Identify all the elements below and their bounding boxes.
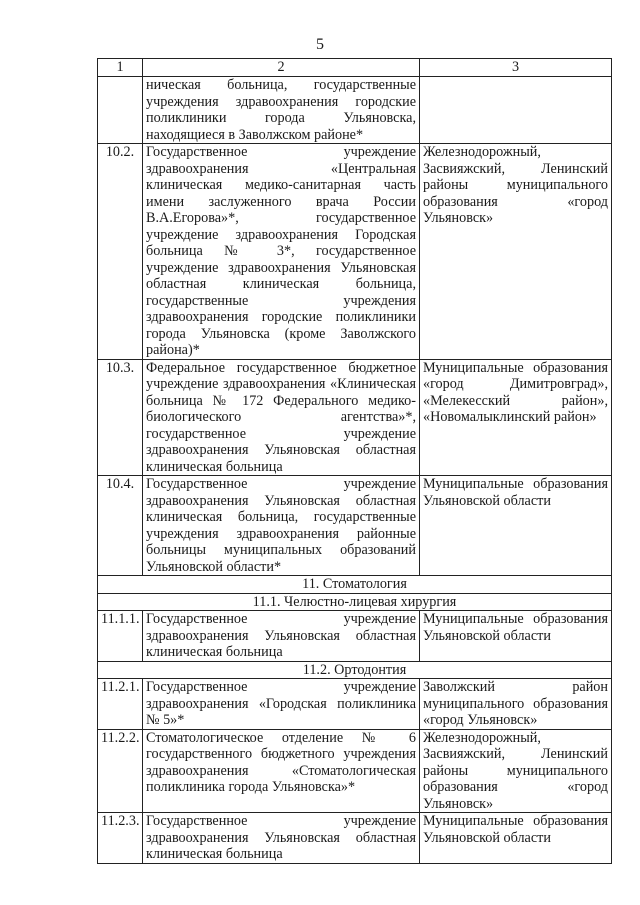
table-row bbox=[98, 729, 612, 813]
table-row bbox=[98, 813, 612, 864]
service-area-cell: Железнодорожный, Засвияжский, Ленинский районы муниципального образования «город Ульяновск» bbox=[420, 729, 612, 813]
table-row bbox=[98, 144, 612, 360]
table-row bbox=[98, 679, 612, 730]
service-area-cell: Муниципальные образования «город Димитровград», «Мелекесский район», «Новомалыклинский район» bbox=[420, 359, 612, 476]
institution-cell: Стоматологическое отделение № 6 государственного бюджетного учреждения здравоохранения «Стоматологическая поликлиника города Ульяновска»* bbox=[143, 729, 420, 813]
service-area-cell: Железнодорожный, Засвияжский, Ленинский районы муниципального образования «город Ульяновск» bbox=[420, 144, 612, 360]
institution-cell: ническая больница, государственные учреждения здравоохранения городские поликлиники города Ульяновска, находящиеся в Заволжском районе* bbox=[143, 77, 420, 144]
institution-cell: Государственное учреждение здравоохранения Ульяновская областная клиническая больница bbox=[143, 611, 420, 662]
row-number: 10.4. bbox=[98, 476, 143, 576]
row-number: 11.2.1. bbox=[98, 679, 143, 730]
institution-cell: Федеральное государственное бюджетное учреждение здравоохранения «Клиническая больница № 172 Федерального медико-биологического агентства»*, государственное учреждение здравоохранения Ульяновская областная клиническая больница bbox=[143, 359, 420, 476]
section-title: 11. Стоматология bbox=[98, 576, 612, 594]
service-area-cell bbox=[420, 77, 612, 144]
service-area-cell: Муниципальные образования Ульяновской области bbox=[420, 476, 612, 576]
service-area-cell: Муниципальные образования Ульяновской области bbox=[420, 611, 612, 662]
table-row bbox=[98, 77, 612, 144]
row-number: 10.2. bbox=[98, 144, 143, 360]
header-col-3: 3 bbox=[420, 59, 612, 77]
institution-cell: Государственное учреждение здравоохранения Ульяновская областная клиническая больница, государственные учреждения здравоохранения районные больницы муниципальных образований Ульяновской области* bbox=[143, 476, 420, 576]
row-number: 10.3. bbox=[98, 359, 143, 476]
row-number: 11.2.3. bbox=[98, 813, 143, 864]
table-row bbox=[98, 611, 612, 662]
document-table bbox=[97, 58, 612, 864]
header-col-2: 2 bbox=[143, 59, 420, 77]
page-number: 5 bbox=[316, 36, 324, 53]
table-header-row bbox=[98, 59, 612, 77]
institution-cell: Государственное учреждение здравоохранения «Центральная клиническая медико-санитарная часть имени заслуженного врача России В.А.Егорова»*, государственное учреждение здравоохранения Городская больница № 3*, государственное учреждение здравоохранения Ульяновская областная клиническая больница, государственные учреждения здравоохранения городские поликлиники города Ульяновска (кроме Заволжского района)* bbox=[143, 144, 420, 360]
table-row bbox=[98, 359, 612, 476]
section-heading-row bbox=[98, 593, 612, 611]
institution-cell: Государственное учреждение здравоохранения Ульяновская областная клиническая больница bbox=[143, 813, 420, 864]
section-heading-row bbox=[98, 576, 612, 594]
row-number: 11.1.1. bbox=[98, 611, 143, 662]
header-col-1: 1 bbox=[98, 59, 143, 77]
section-heading-row bbox=[98, 661, 612, 679]
institution-cell: Государственное учреждение здравоохранения «Городская поликлиника № 5»* bbox=[143, 679, 420, 730]
row-number: 11.2.2. bbox=[98, 729, 143, 813]
row-number bbox=[98, 77, 143, 144]
section-title: 11.2. Ортодонтия bbox=[98, 661, 612, 679]
section-title: 11.1. Челюстно-лицевая хирургия bbox=[98, 593, 612, 611]
service-area-cell: Муниципальные образования Ульяновской области bbox=[420, 813, 612, 864]
service-area-cell: Заволжский район муниципального образования «город Ульяновск» bbox=[420, 679, 612, 730]
table-row bbox=[98, 476, 612, 576]
